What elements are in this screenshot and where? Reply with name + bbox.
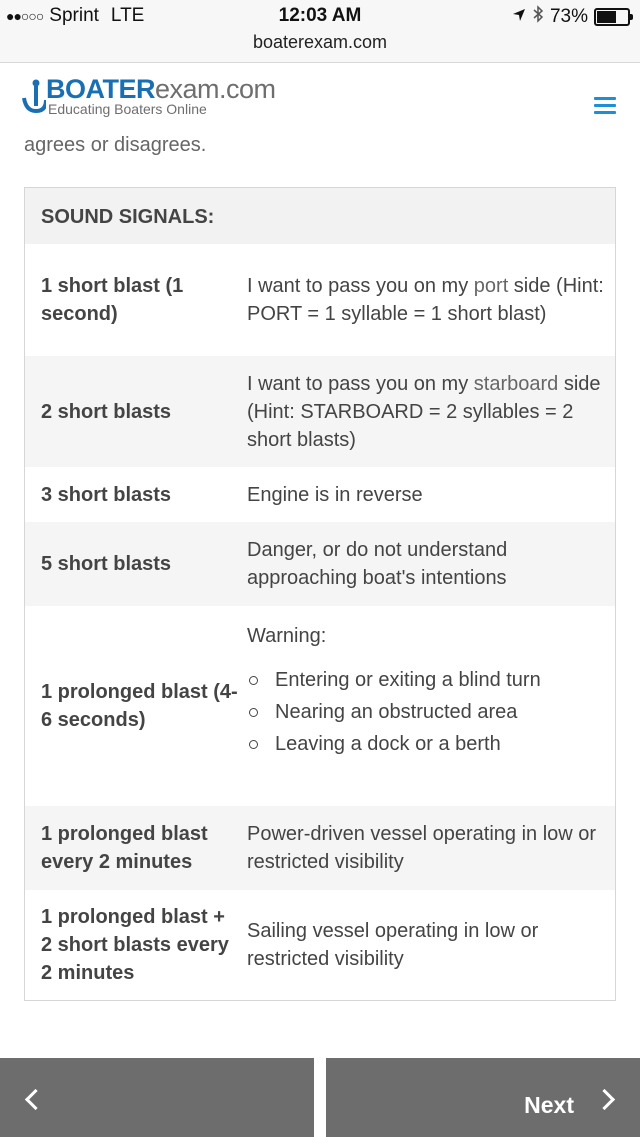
meaning-cell: Danger, or do not understand approaching boat's intentions	[247, 539, 508, 589]
site-header	[0, 63, 640, 135]
logo-wordmark	[46, 75, 276, 103]
table-row	[25, 806, 615, 890]
meaning-cell	[247, 370, 615, 454]
anchor-icon	[22, 78, 46, 114]
site-logo[interactable]	[22, 75, 276, 117]
status-time: 12:03 AM	[278, 5, 362, 26]
signal-cell: 3 short blasts	[41, 483, 172, 506]
logo-boater: BOATER	[46, 74, 155, 104]
table-row	[25, 244, 615, 356]
table-row	[25, 467, 615, 522]
status-right	[512, 5, 630, 29]
battery-percent: 73%	[549, 6, 588, 27]
meaning-cell: Power-driven vessel operating in low or restricted visibility	[247, 823, 597, 873]
chevron-left-icon	[25, 1089, 46, 1110]
list-item: Leaving a dock or a berth	[247, 728, 605, 760]
signal-cell: 1 short blast (1 second)	[41, 275, 184, 325]
logo-tagline: Educating Boaters Online	[48, 101, 207, 117]
highlight-starboard: starboard	[473, 372, 559, 395]
chevron-right-icon	[594, 1089, 615, 1110]
status-bar	[0, 0, 640, 32]
intro-text-fragment: agrees or disagrees.	[24, 134, 207, 156]
list-item: Entering or exiting a blind turn	[247, 664, 605, 696]
logo-exam: exam.com	[155, 74, 276, 104]
highlight-port: port	[473, 275, 509, 297]
meaning-cell: Engine is in reverse	[247, 483, 423, 506]
nav-divider	[314, 1058, 326, 1137]
address-bar[interactable]: boaterexam.com	[0, 32, 640, 63]
warning-list	[247, 664, 605, 760]
location-arrow-icon	[512, 6, 526, 28]
signal-cell: 2 short blasts	[41, 400, 172, 423]
list-item: Nearing an obstructed area	[247, 696, 605, 728]
carrier-name: Sprint	[49, 5, 99, 26]
table-row	[25, 522, 615, 606]
sound-signals-table	[24, 187, 616, 1001]
meaning-cell	[247, 272, 615, 328]
table-row	[25, 890, 615, 1000]
hamburger-menu-icon[interactable]	[594, 97, 616, 115]
meaning-text: Warning:	[247, 625, 327, 647]
signal-cell: 1 prolonged blast (4-6 seconds)	[41, 681, 238, 731]
battery-icon	[594, 8, 630, 26]
network-type: LTE	[110, 5, 145, 26]
next-button[interactable]	[326, 1058, 640, 1137]
table-row	[25, 606, 615, 806]
signal-cell: 5 short blasts	[41, 553, 172, 575]
next-label: Next	[524, 1092, 574, 1118]
previous-button[interactable]	[0, 1058, 314, 1137]
table-heading: SOUND SIGNALS:	[25, 188, 615, 244]
signal-cell: 1 prolonged blast every 2 minutes	[41, 823, 208, 873]
battery-tip	[630, 14, 633, 20]
signal-cell: 1 prolonged blast + 2 short blasts every 2 minutes	[41, 906, 229, 984]
meaning-cell: Sailing vessel operating in low or restricted visibility	[247, 920, 539, 970]
battery-level	[597, 11, 616, 23]
table-row	[25, 356, 615, 467]
meaning-text: side (Hint: PORT = 1 syllable = 1 short blast)	[247, 275, 604, 325]
meaning-text: I want to pass you on my	[247, 275, 474, 297]
signal-strength-icon: ●●○○○	[6, 8, 44, 24]
meaning-cell	[247, 622, 615, 760]
meaning-text: I want to pass you on my	[247, 372, 474, 395]
meaning-text: side (Hint: STARBOARD = 2 syllables = 2 short blasts)	[247, 372, 601, 451]
bluetooth-icon	[532, 5, 544, 29]
